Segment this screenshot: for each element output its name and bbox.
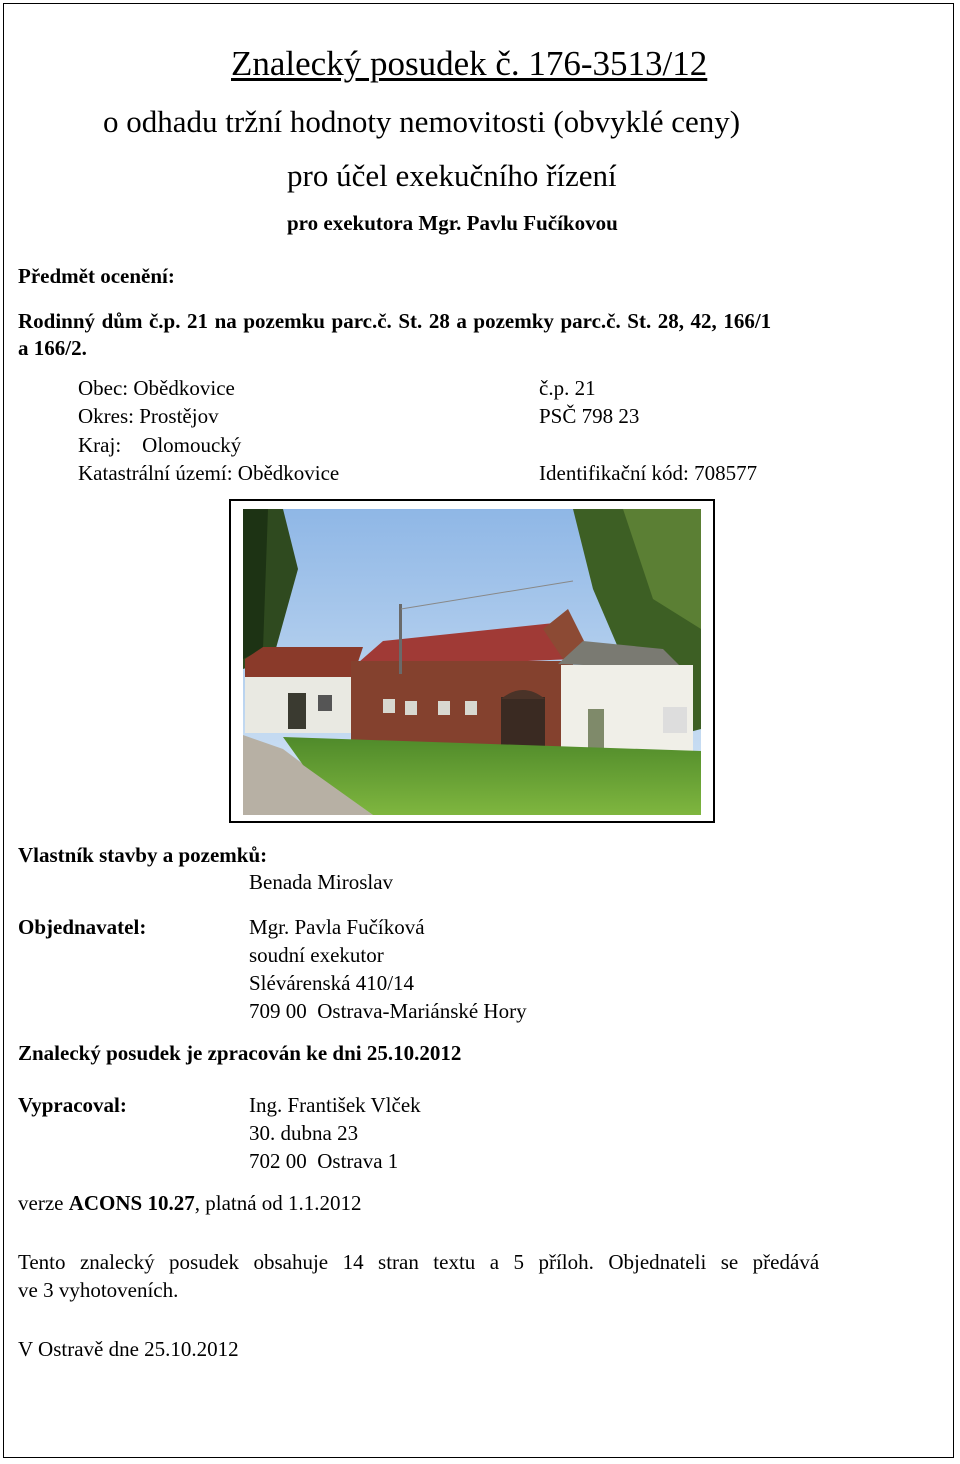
orderer-role: soudní exekutor: [249, 943, 384, 967]
version-prefix: verze: [18, 1191, 69, 1215]
author-city: 702 00 Ostrava 1: [249, 1149, 399, 1173]
district: Okres: Prostějov: [78, 404, 219, 428]
subject-line-2: a 166/2.: [18, 336, 87, 360]
orderer-city: 709 00 Ostrava-Mariánské Hory: [249, 999, 527, 1023]
author-name: Ing. František Vlček: [249, 1093, 421, 1117]
subtitle-purpose: o odhadu tržní hodnoty nemovitosti (obvyklé ceny): [103, 104, 741, 139]
owner-name: Benada Miroslav: [249, 870, 394, 894]
region: Kraj: Olomoucký: [78, 433, 242, 457]
municipality: Obec: Obědkovice: [78, 376, 235, 400]
orderer-street: Slévárenská 410/14: [249, 971, 415, 995]
subject-label: Předmět ocenění:: [18, 264, 175, 288]
document-title: Znalecký posudek č. 176-3513/12: [231, 44, 708, 83]
property-photo: [229, 499, 715, 823]
software-version: [18, 1191, 362, 1216]
identification-code: Identifikační kód: 708577: [539, 461, 758, 485]
note-line-1: Tento znalecký posudek obsahuje 14 stran textu a 5 příloh. Objednateli se předává: [18, 1250, 820, 1274]
postal-code: PSČ 798 23: [539, 404, 640, 428]
date-statement: Znalecký posudek je zpracován ke dni 25.10.2012: [18, 1041, 462, 1065]
subject-line-1: Rodinný dům č.p. 21 na pozemku parc.č. St. 28 a pozemky parc.č. St. 28, 42, 166/1: [18, 309, 772, 333]
owner-label: Vlastník stavby a pozemků:: [18, 843, 268, 867]
note-line-2: ve 3 vyhotoveních.: [18, 1278, 179, 1302]
author-street: 30. dubna 23: [249, 1121, 359, 1145]
cadastral-area: Katastrální území: Obědkovice: [78, 461, 340, 485]
place-date: V Ostravě dne 25.10.2012: [18, 1337, 239, 1361]
subtitle-executor: pro exekutora Mgr. Pavlu Fučíkovou: [287, 211, 618, 235]
version-suffix: , platná od 1.1.2012: [194, 1191, 362, 1215]
subtitle-procedure: pro účel exekučního řízení: [287, 158, 617, 193]
house-number: č.p. 21: [539, 376, 596, 400]
orderer-name: Mgr. Pavla Fučíková: [249, 915, 425, 939]
orderer-label: Objednavatel:: [18, 915, 147, 939]
author-label: Vypracoval:: [18, 1093, 127, 1117]
version-name: ACONS 10.27: [68, 1191, 195, 1215]
